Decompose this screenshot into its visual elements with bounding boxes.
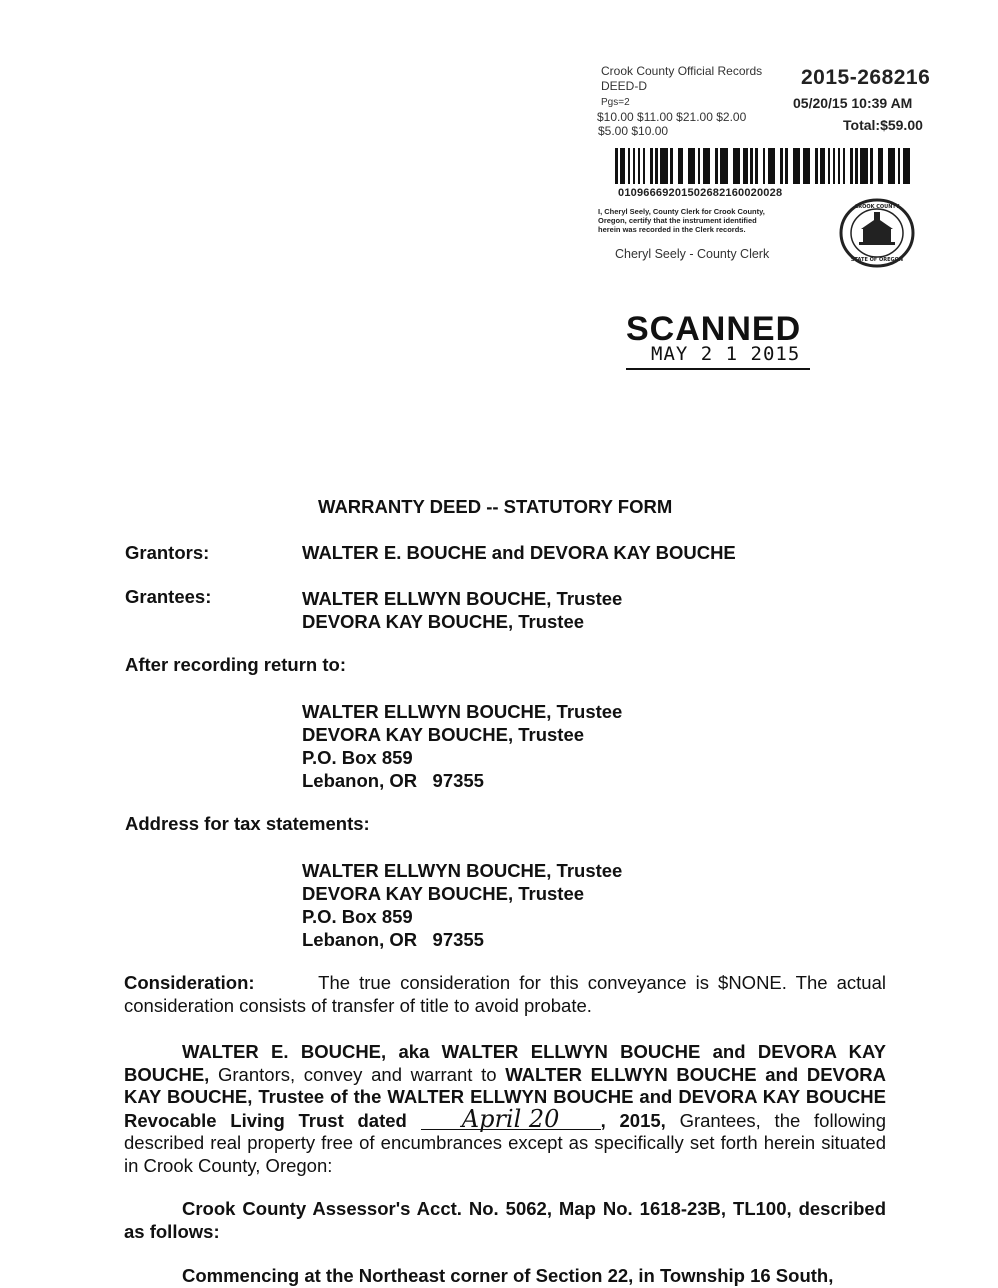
conveyance-grantees: WALTER ELLWYN BOUCHE and DEVORA KAY BOUCHE, Trustee of the WALTER ELLWYN BOUCHE and DEVORA KAY BOUCHE Revocable Living Trust dated: [124, 1063, 887, 1131]
barcode-bar: [715, 148, 718, 184]
barcode-bar: [643, 148, 646, 184]
barcode-bar: [878, 148, 883, 184]
tax-label: Address for tax statements:: [125, 813, 370, 834]
grantors-label: Grantors:: [125, 542, 210, 563]
grantees-value: [302, 587, 622, 633]
barcode-bar: [833, 148, 836, 184]
certification-line-1: I, Cheryl Seely, County Clerk for Crook County,: [598, 207, 765, 216]
recording-fees-2: $5.00 $10.00: [598, 124, 669, 138]
barcode-bar: [763, 148, 766, 184]
barcode-bar: [703, 148, 711, 184]
deed-title: WARRANTY DEED -- STATUTORY FORM: [318, 496, 673, 517]
tax-address: [302, 859, 622, 951]
recording-fees-1: $10.00 $11.00 $21.00 $2.00: [597, 110, 747, 124]
assessor-paragraph: Crook County Assessor's Acct. No. 5062, Map No. 1618-23B, TL100, described as follows:: [124, 1198, 886, 1242]
barcode-bar: [860, 148, 868, 184]
barcode-bar: [838, 148, 841, 184]
barcode-bar: [768, 148, 776, 184]
tax-line-4: Lebanon, OR 97355: [302, 929, 484, 950]
barcode-bar: [743, 148, 748, 184]
barcode-bar: [615, 148, 618, 184]
return-line-4: Lebanon, OR 97355: [302, 770, 484, 791]
return-label: After recording return to:: [125, 654, 346, 675]
barcode-bar: [750, 148, 753, 184]
barcode-bar: [698, 148, 701, 184]
tax-line-2: DEVORA KAY BOUCHE, Trustee: [302, 883, 585, 904]
barcode-bar: [628, 148, 631, 184]
certification-line-2: Oregon, certify that the instrument identified: [598, 216, 757, 225]
handwritten-trust-date: April 20: [421, 1109, 601, 1130]
conveyance-paragraph: [124, 1041, 886, 1177]
barcode-bar: [733, 148, 741, 184]
recording-pages: Pgs=2: [601, 97, 630, 108]
tax-line-1: WALTER ELLWYN BOUCHE, Trustee: [302, 860, 623, 881]
barcode-bar: [803, 148, 811, 184]
barcode-bar: [828, 148, 831, 184]
conveyance-year: , 2015,: [600, 1109, 666, 1131]
barcode-bar: [655, 148, 658, 184]
svg-text:CROOK COUNTY: CROOK COUNTY: [854, 204, 900, 210]
return-line-3: P.O. Box 859: [302, 747, 413, 768]
svg-text:STATE OF OREGON: STATE OF OREGON: [850, 257, 904, 263]
conveyance-description: Grantees, the following described real property free of encumbrances except as specifically set forth herein situated in Crook County, Oregon:: [124, 1109, 887, 1176]
barcode-bar: [660, 148, 668, 184]
barcode-bar: [903, 148, 911, 184]
certification-line-3: herein was recorded in the Clerk records.: [598, 225, 746, 234]
barcode-bar: [688, 148, 696, 184]
barcode-bar: [898, 148, 901, 184]
scanned-underline: [626, 368, 810, 370]
conveyance-verb: Grantors, convey and warrant to: [209, 1063, 506, 1085]
barcode-bar: [650, 148, 653, 184]
barcode-bar: [780, 148, 783, 184]
barcode-bar: [633, 148, 636, 184]
scanned-date: MAY 2 1 2015: [651, 343, 801, 365]
barcode-bar: [755, 148, 758, 184]
barcode-bar: [720, 148, 728, 184]
scanned-stamp: SCANNED: [626, 310, 802, 348]
barcode: [615, 148, 915, 184]
document-number: 2015-268216: [801, 66, 931, 89]
recording-datetime: 05/20/15 10:39 AM: [793, 95, 913, 111]
return-address: [302, 700, 622, 792]
clerk-certification: [598, 207, 765, 234]
barcode-bar: [670, 148, 673, 184]
barcode-bar: [855, 148, 858, 184]
recording-total: Total:$59.00: [843, 117, 923, 133]
consideration-label: Consideration:: [124, 972, 255, 993]
tax-line-3: P.O. Box 859: [302, 906, 413, 927]
barcode-bar: [820, 148, 825, 184]
barcode-bar: [815, 148, 818, 184]
grantors-value: WALTER E. BOUCHE and DEVORA KAY BOUCHE: [302, 542, 736, 563]
barcode-bar: [793, 148, 801, 184]
return-line-2: DEVORA KAY BOUCHE, Trustee: [302, 724, 585, 745]
legal-description-start: Commencing at the Northeast corner of Section 22, in Township 16 South,: [182, 1265, 834, 1286]
barcode-bar: [888, 148, 896, 184]
barcode-bar: [870, 148, 873, 184]
barcode-bar: [638, 148, 641, 184]
consideration-paragraph: [124, 972, 886, 1017]
barcode-bar: [843, 148, 846, 184]
county-seal-icon: [839, 198, 915, 268]
grantee-line-2: DEVORA KAY BOUCHE, Trustee: [302, 611, 585, 632]
barcode-bar: [785, 148, 788, 184]
recording-office: Crook County Official Records: [601, 64, 763, 78]
recording-doc-type: DEED-D: [601, 79, 648, 93]
clerk-name: Cheryl Seely - County Clerk: [615, 247, 770, 261]
return-line-1: WALTER ELLWYN BOUCHE, Trustee: [302, 701, 623, 722]
grantees-label: Grantees:: [125, 586, 212, 607]
grantee-line-1: WALTER ELLWYN BOUCHE, Trustee: [302, 588, 623, 609]
barcode-number: 01096669201502682160020028: [618, 187, 783, 199]
barcode-bar: [850, 148, 853, 184]
barcode-bar: [620, 148, 625, 184]
consideration-text: The true consideration for this conveyance is $NONE. The actual consideration consists of transfer of title to avoid probate.: [124, 972, 886, 1016]
barcode-bar: [678, 148, 683, 184]
conveyance-grantors: WALTER E. BOUCHE, aka WALTER ELLWYN BOUCHE and DEVORA KAY BOUCHE,: [124, 1041, 886, 1085]
